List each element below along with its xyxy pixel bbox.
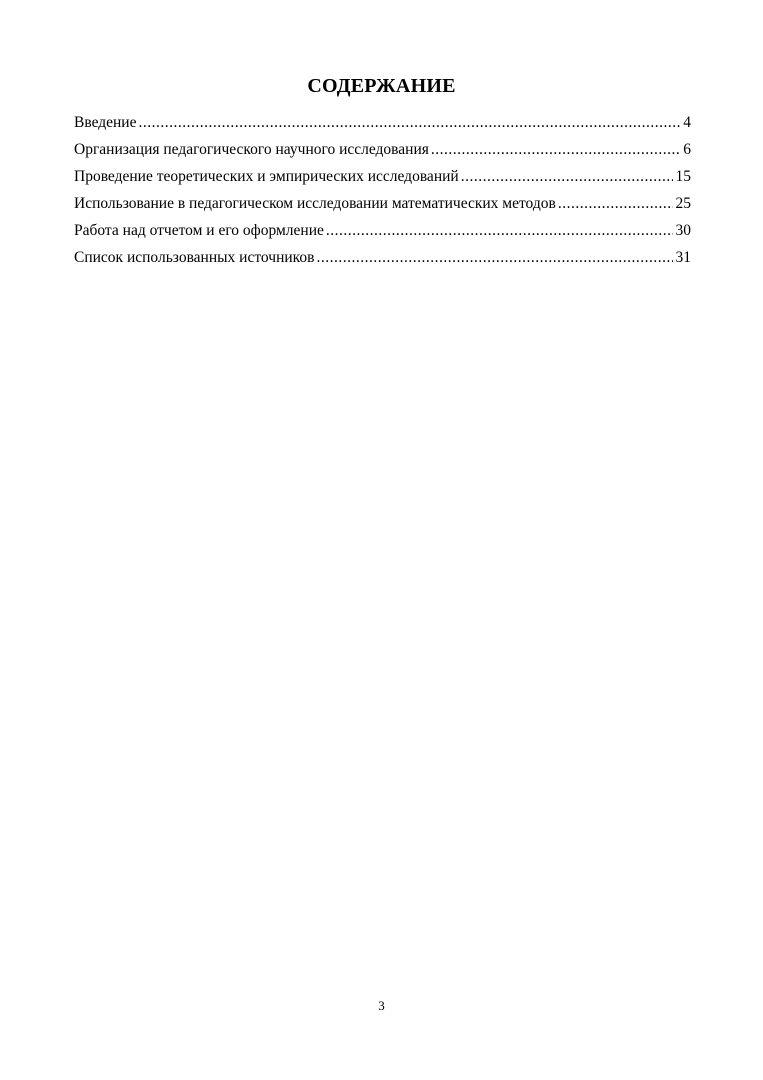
toc-dot-leader xyxy=(461,163,673,190)
toc-entry-text: Проведение теоретических и эмпирических исследований xyxy=(74,168,459,185)
toc-entry-text: Использование в педагогическом исследовании математических методов xyxy=(74,195,556,212)
toc-entry-text: Список использованных источников xyxy=(74,249,315,266)
toc-entry-text: Работа над отчетом и его оформление xyxy=(74,222,324,239)
page-number: 3 xyxy=(378,998,385,1013)
toc-entry-page: 15 xyxy=(675,168,691,185)
table-of-contents xyxy=(74,109,691,271)
toc-dot-leader xyxy=(326,217,673,244)
toc-entry-page: 25 xyxy=(675,195,691,212)
toc-dot-leader xyxy=(431,136,680,163)
toc-entry-organization xyxy=(74,136,691,163)
toc-entry-page: 6 xyxy=(683,141,691,158)
toc-entry-report xyxy=(74,217,691,244)
toc-dot-leader xyxy=(138,109,680,136)
toc-entry-page: 31 xyxy=(675,249,691,266)
toc-entry-text: Организация педагогического научного исследования xyxy=(74,141,429,158)
toc-dot-leader xyxy=(316,244,672,271)
toc-entry-research xyxy=(74,163,691,190)
toc-entry-page: 30 xyxy=(675,222,691,239)
toc-entry-introduction xyxy=(74,109,691,136)
toc-entry-page: 4 xyxy=(683,114,691,131)
toc-entry-sources xyxy=(74,244,691,271)
toc-title: СОДЕРЖАНИЕ xyxy=(307,75,456,97)
toc-entry-text: Введение xyxy=(74,114,137,131)
toc-dot-leader xyxy=(558,190,673,217)
toc-entry-math-methods xyxy=(74,190,691,217)
